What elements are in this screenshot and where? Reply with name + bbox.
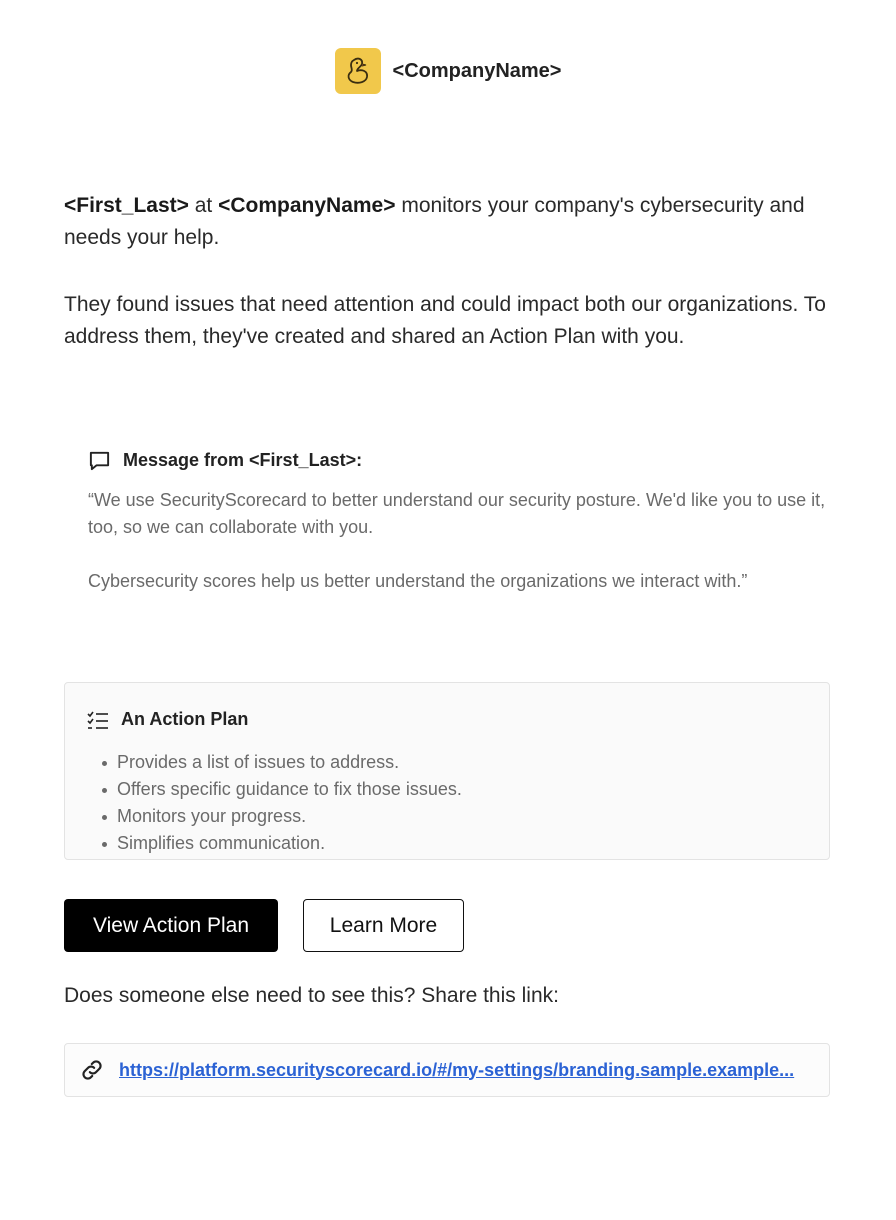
share-link-url[interactable]: https://platform.securityscorecard.io/#/my-settings/branding.sample.example... [119,1059,795,1080]
message-paragraph-1: “We use SecurityScorecard to better understand our security posture. We'd like you to use it, too, so we can collaborate with you. [88,490,826,537]
intro-line-rest: monitors your company's cybersecurity and needs your help. [64,194,805,249]
list-item: Offers specific guidance to fix those issues. [117,776,462,803]
intro-paragraph-1 [64,190,834,254]
action-plan-list [117,749,462,857]
link-icon [79,1057,105,1083]
view-action-plan-button[interactable]: View Action Plan [64,899,278,952]
action-plan-heading: An Action Plan [121,709,249,729]
share-prompt: Does someone else need to see this? Share this link: [64,984,559,1007]
company-inline: <CompanyName> [218,194,396,217]
list-item: Simplifies communication. [117,830,462,857]
chat-bubble-icon [88,449,111,472]
learn-more-button[interactable]: Learn More [303,899,464,952]
message-heading: Message from <First_Last>: [123,449,363,470]
company-logo [335,48,381,94]
duck-icon [345,56,371,86]
intro-paragraph-2: They found issues that need attention and could impact both our organizations. To address them, they've created and shared an Action Plan with you. [64,293,826,348]
company-name: <CompanyName> [392,59,562,82]
message-paragraph-2: Cybersecurity scores help us better understand the organizations we interact with.” [88,571,748,591]
checklist-icon [87,710,109,730]
message-block [88,447,834,622]
message-body [88,487,834,595]
email-header [0,48,896,94]
share-link-box [64,1043,830,1097]
list-item: Provides a list of issues to address. [117,749,462,776]
list-item: Monitors your progress. [117,803,462,830]
message-heading-row [88,447,834,473]
intro-text [64,190,834,388]
action-plan-card [64,682,830,860]
sender-name: <First_Last> [64,194,189,217]
at-word: at [188,194,219,217]
action-plan-heading-row [87,709,248,730]
